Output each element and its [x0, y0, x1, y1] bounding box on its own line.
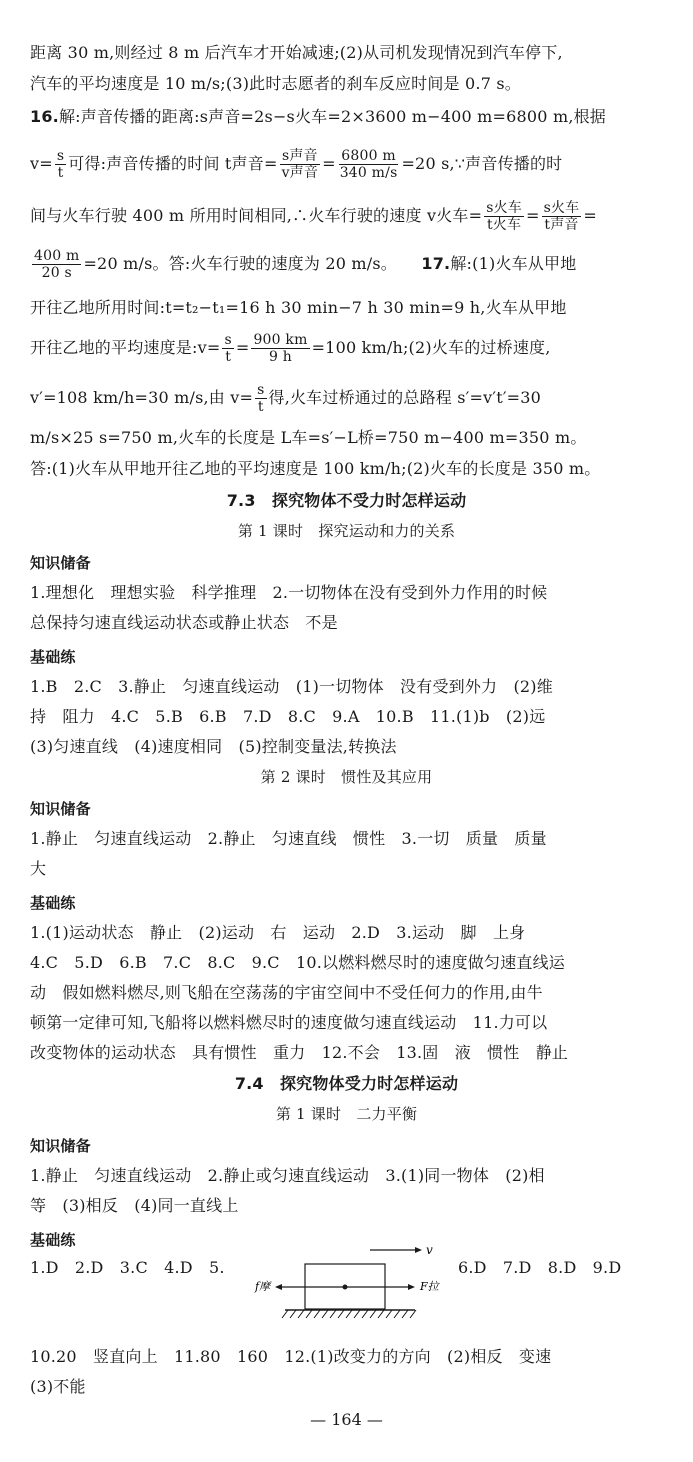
question-number: 16.	[30, 107, 59, 126]
text: =100 km/h;(2)火车的过桥速度,	[311, 338, 551, 357]
text: =20 m/s。答:火车行驶的速度为 20 m/s。	[83, 254, 389, 273]
q17-line-4	[30, 381, 670, 415]
friction-arrow-head	[275, 1284, 282, 1290]
section-title: 7.3 探究物体不受力时怎样运动	[226, 491, 467, 510]
text-line: 1.静止 匀速直线运动 2.静止 匀速直线 惯性 3.一切 质量 质量	[30, 829, 547, 848]
text-line: 1.(1)运动状态 静止 (2)运动 右 运动 2.D 3.运动 脚 上身	[30, 923, 526, 942]
fraction: $\frac{s}{t}$	[56, 148, 65, 181]
section-title: 7.4 探究物体受力时怎样运动	[234, 1074, 459, 1093]
text: 得,火车过桥通过的总路程 s′=v′t′=30	[268, 388, 542, 407]
text-line: 6.D 7.D 8.D 9.D	[458, 1258, 622, 1277]
text-line: 10.20 竖直向上 11.80 160 12.(1)改变力的方向 (2)相反 变速	[30, 1347, 552, 1366]
question-number: 17.	[421, 254, 451, 273]
text-line: 4.C 5.D 6.B 7.C 8.C 9.C 10.以燃料燃尽时的速度做匀速直线运	[30, 953, 565, 972]
fraction: $\frac{900 km}{9 h}$	[253, 332, 308, 365]
text-line: 总保持匀速直线运动状态或静止状态 不是	[30, 613, 338, 632]
q16-line-4	[30, 247, 670, 281]
fraction: $\frac{s}{t}$	[224, 332, 232, 365]
text: =	[583, 206, 597, 225]
fraction: $\frac{s}{t}$	[257, 382, 265, 415]
q16-line-3	[30, 199, 670, 233]
text: =	[525, 206, 540, 225]
text: v=	[30, 154, 53, 173]
page-number: — 164 —	[310, 1410, 383, 1429]
text-line: 1.静止 匀速直线运动 2.静止或匀速直线运动 3.(1)同一物体 (2)相	[30, 1166, 545, 1185]
q17-line-2: 开往乙地所用时间:t=t₂−t₁=16 h 30 min−7 h 30 min=9 h,火车从甲地	[30, 298, 567, 317]
fraction: $\frac{400 m}{20 s}$	[34, 248, 80, 281]
subsection-label: 知识储备	[30, 554, 91, 572]
text-line: 大	[30, 859, 47, 878]
text-line: 距离 30 m,则经过 8 m 后汽车才开始减速;(2)从司机发现情况到汽车停下,	[30, 43, 563, 62]
pull-label: F拉	[420, 1280, 439, 1293]
fraction: $\frac{6800 m}{340 m/s}$	[339, 148, 398, 181]
fraction: $\frac{\text{s火车}}{\text{t声音}}$	[543, 200, 580, 233]
subsection-label: 基础练	[30, 648, 76, 666]
text-line: 等 (3)相反 (4)同一直线上	[30, 1196, 239, 1215]
text-line: 1.D 2.D 3.C 4.D 5.	[30, 1258, 225, 1277]
fraction: $\frac{\text{s火车}}{\text{t火车}}$	[486, 200, 522, 233]
subsection-label: 基础练	[30, 894, 76, 912]
text: 可得:声音传播的时间 t声音=	[68, 154, 278, 173]
text: =	[322, 154, 336, 173]
lesson-title: 第 2 课时 惯性及其应用	[260, 768, 433, 786]
q16-line-2	[30, 147, 670, 181]
text: 间与火车行驶 400 m 所用时间相同,∴火车行驶的速度 v火车=	[30, 206, 483, 225]
text: =20 s,∵声音传播的时	[401, 154, 563, 173]
fraction: $\frac{\text{s声音}}{\text{v声音}}$	[281, 148, 319, 181]
text: =	[235, 338, 250, 357]
text-line: 1.B 2.C 3.静止 匀速直线运动 (1)一切物体 没有受到外力 (2)维	[30, 677, 553, 696]
q16-line-1	[30, 106, 670, 128]
text-line: 顿第一定律可知,飞船将以燃料燃尽时的速度做匀速直线运动 11.力可以	[30, 1013, 548, 1032]
text-line: (3)不能	[30, 1377, 86, 1396]
text-line: 汽车的平均速度是 10 m/s;(3)此时志愿者的刹车反应时间是 0.7 s。	[30, 74, 521, 93]
text: v′=108 km/h=30 m/s,由 v=	[30, 388, 254, 407]
subsection-label: 基础练	[30, 1231, 76, 1249]
force-diagram	[250, 1240, 450, 1340]
text-line: 持 阻力 4.C 5.B 6.B 7.D 8.C 9.A 10.B 11.(1)b (2)远	[30, 707, 546, 726]
q17-line-3	[30, 331, 670, 365]
pull-arrow-head	[408, 1284, 415, 1290]
text-line: 改变物体的运动状态 具有惯性 重力 12.不会 13.固 液 惯性 静止	[30, 1043, 569, 1062]
lesson-title: 第 1 课时 二力平衡	[275, 1105, 418, 1123]
q17-line-5: m/s×25 s=750 m,火车的长度是 L车=s′−L桥=750 m−400 m=350 m。	[30, 428, 587, 447]
lesson-title: 第 1 课时 探究运动和力的关系	[237, 522, 456, 540]
subsection-label: 知识储备	[30, 800, 91, 818]
friction-label: f摩	[255, 1280, 271, 1293]
text: 解:声音传播的距离:s声音=2s−s火车=2×3600 m−400 m=6800 m,根据	[58, 107, 607, 126]
text-line: 1.理想化 理想实验 科学推理 2.一切物体在没有受到外力作用的时候	[30, 583, 548, 602]
text-line: (3)匀速直线 (4)速度相同 (5)控制变量法,转换法	[30, 737, 397, 756]
velocity-arrow-head	[415, 1247, 422, 1253]
text-line: 动 假如燃料燃尽,则飞船在空荡荡的宇宙空间中不受任何力的作用,由牛	[30, 983, 543, 1002]
text: 开往乙地的平均速度是:v=	[30, 338, 221, 357]
text: 解:(1)火车从甲地	[450, 254, 577, 273]
q17-line-6: 答:(1)火车从甲地开往乙地的平均速度是 100 km/h;(2)火车的长度是 350 m。	[30, 459, 601, 478]
ground-hatch	[282, 1310, 416, 1318]
velocity-label: v	[426, 1243, 433, 1257]
subsection-label: 知识储备	[30, 1137, 91, 1155]
